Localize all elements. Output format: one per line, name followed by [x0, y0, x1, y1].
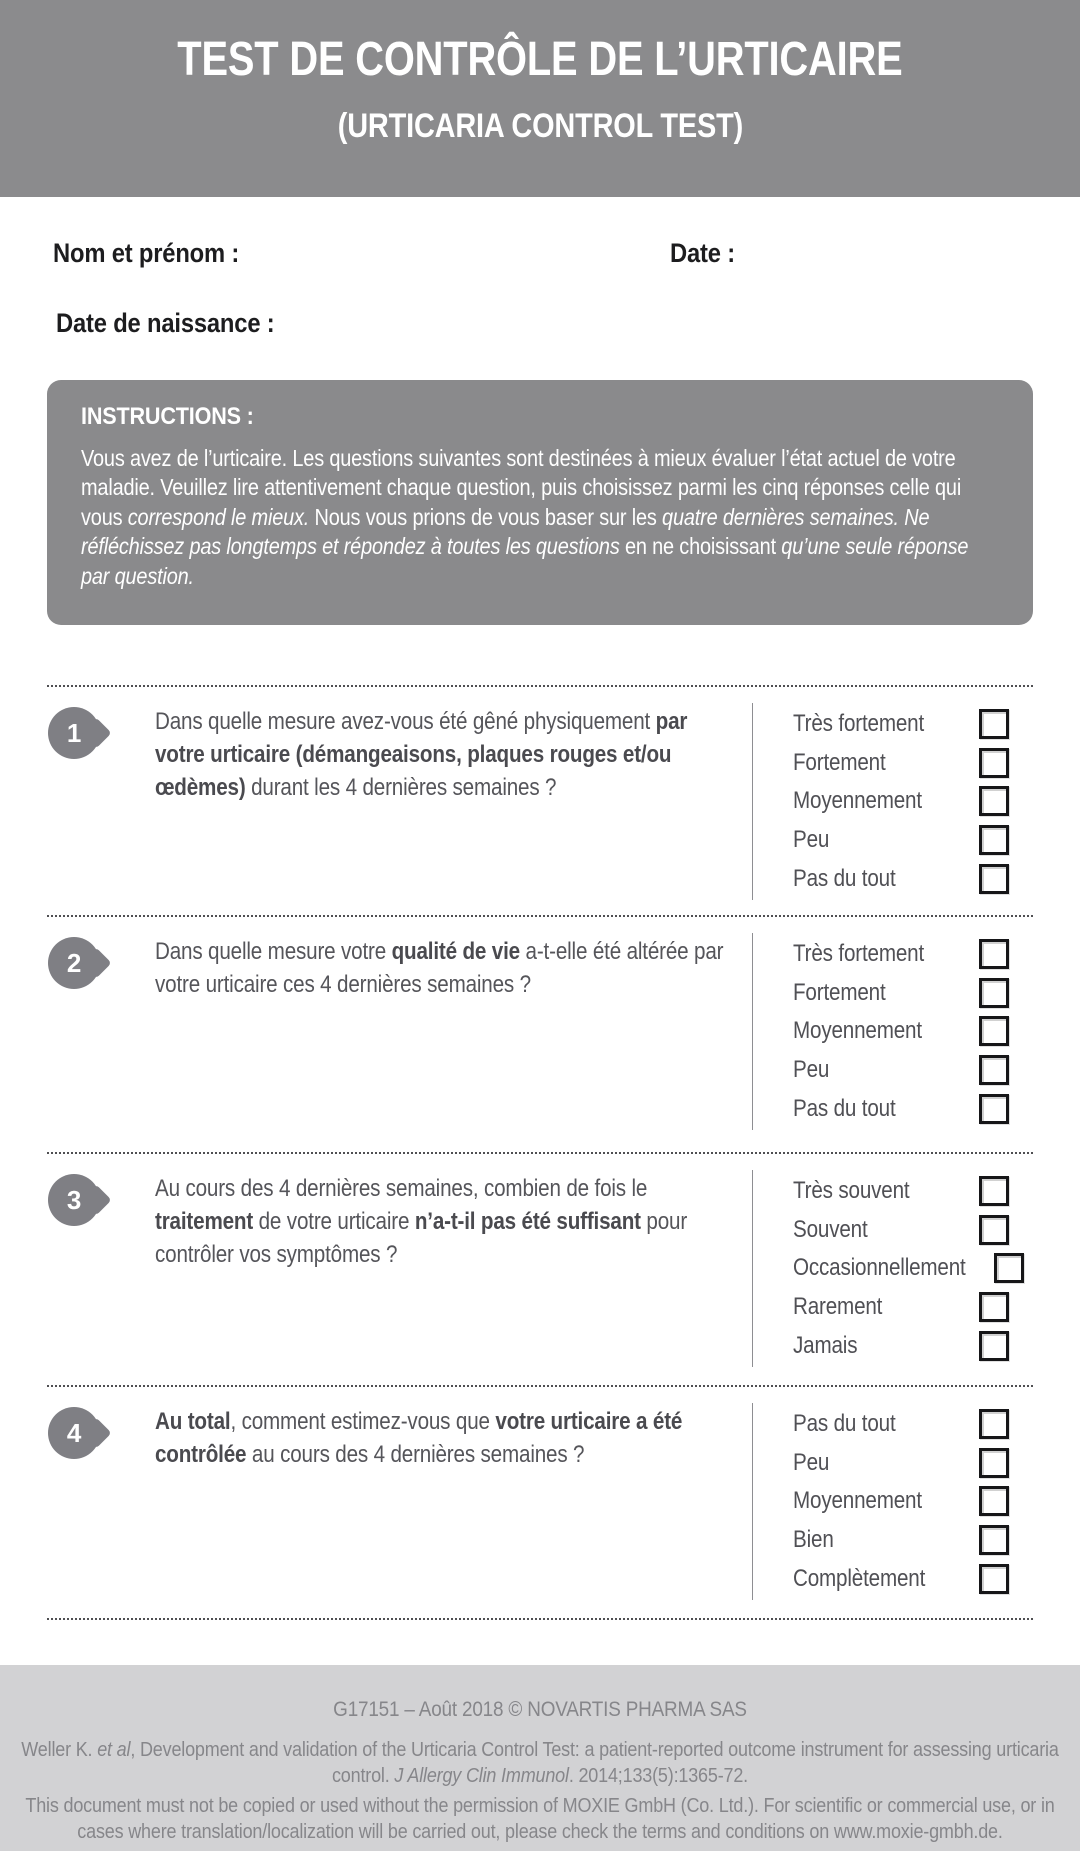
instructions-heading: INSTRUCTIONS : [81, 403, 254, 430]
footer-permission: This document must not be copied or used without the permission of MOXIE GmbH (Co. Ltd.). For scientific or commercial use, or in cases where translation/localization will be carried out, please check the terms and conditions on www.moxie-gmbh.de. [25, 1795, 1055, 1843]
answer-option-label: Très fortement [793, 940, 925, 968]
answer-option-label: Fortement [793, 748, 886, 776]
question-row [47, 915, 1033, 1152]
answer-checkbox[interactable] [979, 1292, 1009, 1322]
answer-option-row [793, 859, 1009, 898]
question-number-badge [48, 1407, 100, 1459]
question-options [752, 1403, 1033, 1600]
answer-option-row [793, 1444, 1009, 1483]
answer-option-row [793, 1521, 1009, 1560]
answer-option-row [793, 1559, 1009, 1598]
answer-option-row [793, 821, 1009, 860]
answer-checkbox[interactable] [979, 1094, 1009, 1124]
answer-option-label: Souvent [793, 1215, 868, 1243]
answer-option-row [793, 935, 1009, 974]
answer-option-label: Jamais [793, 1331, 858, 1359]
answer-option-label: Peu [793, 1056, 830, 1084]
answer-checkbox[interactable] [979, 1016, 1009, 1046]
question-text: Dans quelle mesure avez-vous été gêné physiquement par votre urticaire (démangeaisons, plaques rouges et/ou œdèmes) durant les 4 dernières semaines ? [155, 708, 688, 801]
answer-checkbox[interactable] [979, 939, 1009, 969]
answer-checkbox[interactable] [979, 709, 1009, 739]
birthdate-field-label: Date de naissance : [56, 308, 275, 338]
question-text: Au cours des 4 dernières semaines, combien de fois le traitement de votre urticaire n’a-t-il pas été suffisant pour contrôler vos symptômes ? [155, 1175, 688, 1268]
answer-checkbox[interactable] [979, 786, 1009, 816]
question-number-badge [48, 1174, 100, 1226]
answer-option-row [793, 974, 1009, 1013]
answer-option-row [793, 1172, 1009, 1211]
answer-option-row [793, 1012, 1009, 1051]
answer-option-label: Bien [793, 1526, 834, 1554]
answer-option-label: Rarement [793, 1293, 883, 1321]
answer-checkbox[interactable] [994, 1253, 1024, 1283]
page-subtitle: (URTICARIA CONTROL TEST) [337, 107, 743, 145]
instructions-box [47, 380, 1033, 625]
question-options [752, 703, 1033, 900]
answer-option-label: Occasionnellement [793, 1254, 966, 1282]
answer-checkbox[interactable] [979, 825, 1009, 855]
answer-option-row [793, 1211, 1009, 1250]
answer-checkbox[interactable] [979, 864, 1009, 894]
date-field-label: Date : [670, 238, 735, 268]
answer-checkbox[interactable] [979, 1176, 1009, 1206]
answer-option-label: Peu [793, 1448, 830, 1476]
answer-option-row [793, 705, 1009, 744]
question-number: 4 [66, 1417, 82, 1448]
question-row [47, 1385, 1033, 1620]
name-field-label: Nom et prénom : [53, 238, 240, 268]
answer-option-row [793, 744, 1009, 783]
question-number-badge [48, 937, 100, 989]
answer-option-label: Moyennement [793, 787, 922, 815]
answer-checkbox[interactable] [979, 1055, 1009, 1085]
answer-checkbox[interactable] [979, 1409, 1009, 1439]
question-number-badge [48, 707, 100, 759]
document-header [0, 0, 1080, 197]
answer-checkbox[interactable] [979, 1215, 1009, 1245]
answer-option-label: Pas du tout [793, 864, 896, 892]
question-number: 1 [66, 717, 82, 748]
footer-citation: Weller K. et al, Development and validation of the Urticaria Control Test: a patient-reported outcome instrument for assessing urticaria control. J Allergy Clin Immunol. 2014;133(5):1365-72. [21, 1739, 1059, 1787]
answer-option-row [793, 1405, 1009, 1444]
answer-checkbox[interactable] [979, 1525, 1009, 1555]
answer-option-row [793, 1482, 1009, 1521]
answer-option-row [793, 782, 1009, 821]
question-text: Dans quelle mesure votre qualité de vie a-t-elle été altérée par votre urticaire ces 4 dernières semaines ? [155, 938, 724, 998]
answer-option-label: Très fortement [793, 710, 925, 738]
answer-option-row [793, 1051, 1009, 1090]
page-title: TEST DE CONTRÔLE DE L’URTICAIRE [177, 33, 903, 86]
answer-option-label: Moyennement [793, 1487, 922, 1515]
document-footer [0, 1665, 1080, 1851]
answer-checkbox[interactable] [979, 978, 1009, 1008]
question-number: 3 [66, 1184, 82, 1215]
answer-checkbox[interactable] [979, 1331, 1009, 1361]
answer-option-label: Fortement [793, 978, 886, 1006]
answer-checkbox[interactable] [979, 748, 1009, 778]
question-row [47, 685, 1033, 915]
bottom-dotted-separator [47, 1618, 1033, 1620]
answer-checkbox[interactable] [979, 1448, 1009, 1478]
answer-checkbox[interactable] [979, 1564, 1009, 1594]
question-options [752, 1170, 1033, 1367]
answer-option-label: Moyennement [793, 1017, 922, 1045]
answer-option-label: Pas du tout [793, 1094, 896, 1122]
answer-option-row [793, 1089, 1009, 1128]
answer-option-label: Peu [793, 826, 830, 854]
question-row [47, 1152, 1033, 1385]
answer-option-row [793, 1249, 1009, 1288]
answer-option-label: Pas du tout [793, 1410, 896, 1438]
answer-checkbox[interactable] [979, 1486, 1009, 1516]
question-number: 2 [66, 947, 82, 978]
answer-option-label: Très souvent [793, 1177, 910, 1205]
instructions-text: Vous avez de l’urticaire. Les questions suivantes sont destinées à mieux évaluer l’état actuel de votre maladie. Veuillez lire attentivement chaque question, puis choisissez parmi les cinq réponses celle qui vous correspond le mieux. Nous vous prions de vous baser sur les quatre dernières semaines. Ne réfléchissez pas longtemps et répondez à toutes les questions en ne choisissant qu’une seule réponse par question. [81, 445, 969, 589]
answer-option-row [793, 1326, 1009, 1365]
footer-reference: G17151 – Août 2018 © NOVARTIS PHARMA SAS [333, 1698, 747, 1721]
question-options [752, 933, 1033, 1130]
answer-option-row [793, 1288, 1009, 1327]
answer-option-label: Complètement [793, 1564, 926, 1592]
question-text: Au total, comment estimez-vous que votre urticaire a été contrôlée au cours des 4 dernières semaines ? [155, 1408, 683, 1468]
